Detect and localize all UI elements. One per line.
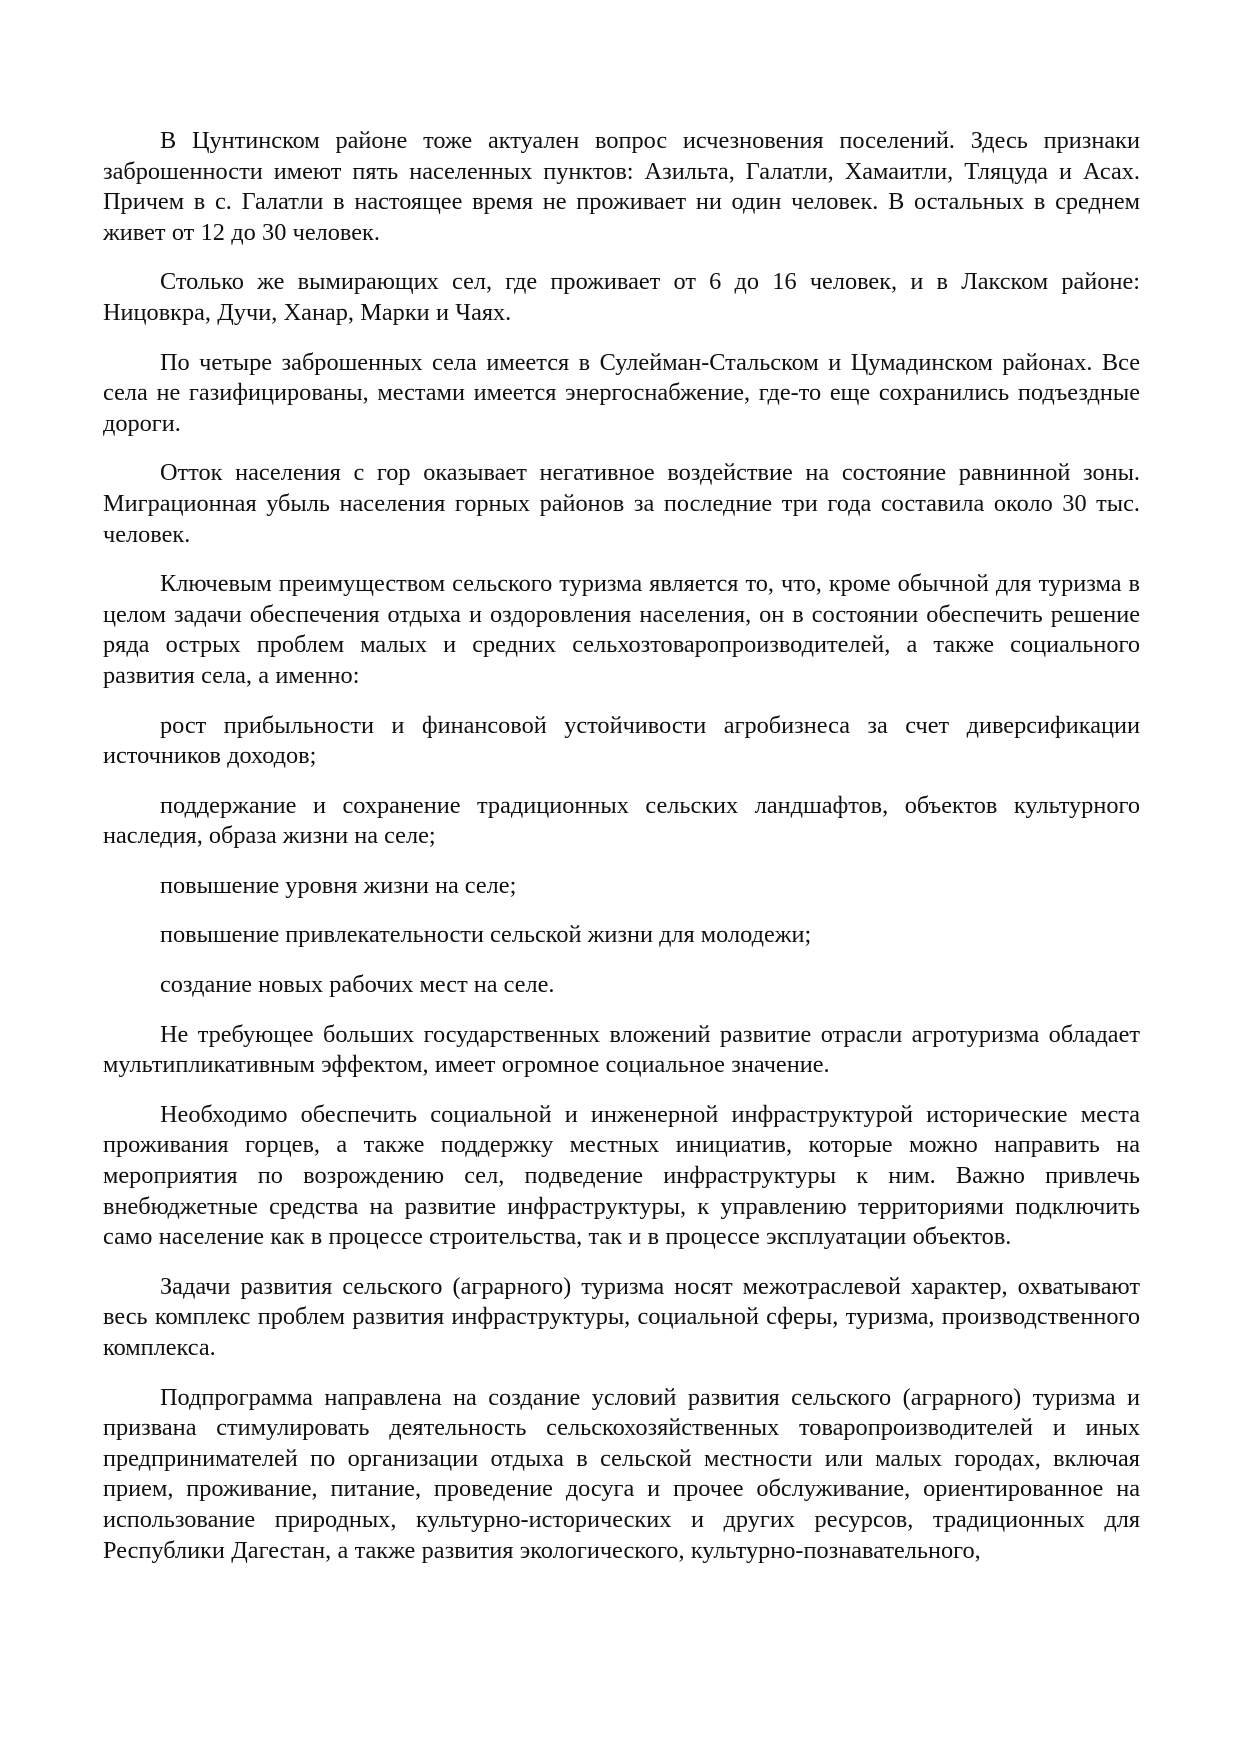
- paragraph-suleyman-stalsky-tsumadinsky: По четыре заброшенных села имеется в Сулейман-Стальском и Цумадинском районах. Все села не газифицированы, местами имеется энергоснабжение, где-то еще сохранились подъездные дороги.: [103, 348, 1140, 437]
- clause-living-standards: повышение уровня жизни на селе;: [160, 871, 517, 899]
- clause-profitability-growth: рост прибыльности и финансовой устойчивости агробизнеса за счет диверсификации источников доходов;: [103, 711, 1140, 770]
- paragraph-migration-outflow: Отток населения с гор оказывает негативное воздействие на состояние равнинной зоны. Миграционная убыль населения горных районов за последние три года составила около 30 тыс. человек.: [103, 459, 1140, 548]
- paragraph-infrastructure-support: Необходимо обеспечить социальной и инженерной инфраструктурой исторические места проживания горцев, а также поддержку местных инициатив, которые можно направить на мероприятия по возрождению сел, подведение инфраструктуры к ним. Важно привлечь внебюджетные средства на развитие инфраструктуры, к управлению территориями подключить само население как в процессе строительства, так и в процессе эксплуатации объектов.: [103, 1100, 1140, 1251]
- clause-youth-attractiveness: повышение привлекательности сельской жизни для молодежи;: [160, 921, 812, 949]
- clause-new-jobs: создание новых рабочих мест на селе.: [160, 971, 555, 999]
- paragraph-intersectoral-tasks: Задачи развития сельского (аграрного) туризма носят межотраслевой характер, охватывают весь комплекс проблем развития инфраструктуры, социальной сферы, туризма, производственного комплекса.: [103, 1272, 1140, 1361]
- clause-landscape-preservation: поддержание и сохранение традиционных сельских ландшафтов, объектов культурного наследия, образа жизни на селе;: [103, 791, 1140, 850]
- paragraph-laksky-district: Столько же вымирающих сел, где проживает от 6 до 16 человек, и в Лакском районе: Ницовкра, Дучи, Ханар, Марки и Чаях.: [103, 268, 1140, 326]
- paragraph-rural-tourism-advantage: Ключевым преимуществом сельского туризма является то, что, кроме обычной для туризма в целом задачи обеспечения отдыха и оздоровления населения, он в состоянии обеспечить решение ряда острых проблем малых и средних сельхозтоваропроизводителей, а также социального развития села, а именно:: [103, 570, 1140, 689]
- paragraph-subprogram-goals: Подпрограмма направлена на создание условий развития сельского (аграрного) туризма и призвана стимулировать деятельность сельскохозяйственных товаропроизводителей и иных предпринимателей по организации отдыха в сельской местности или малых городах, включая прием, проживание, питание, проведение досуга и прочее обслуживание, ориентированное на использование природных, культурно-исторических и других ресурсов, традиционных для Республики Дагестан, а также развития экологического, культурно-познавательного,: [103, 1383, 1140, 1564]
- page-text-column: [103, 126, 1140, 1585]
- paragraph-multiplier-effect: Не требующее больших государственных вложений развитие отрасли агротуризма обладает мультипликативным эффектом, имеет огромное социальное значение.: [103, 1020, 1140, 1079]
- paragraph-cuntinsky-district: В Цунтинском районе тоже актуален вопрос исчезновения поселений. Здесь признаки заброшенности имеют пять населенных пунктов: Азильта, Галатли, Хамаитли, Тляцуда и Асах. Причем в с. Галатли в настоящее время не проживает ни один человек. В остальных в среднем живет от 12 до 30 человек.: [103, 127, 1140, 246]
